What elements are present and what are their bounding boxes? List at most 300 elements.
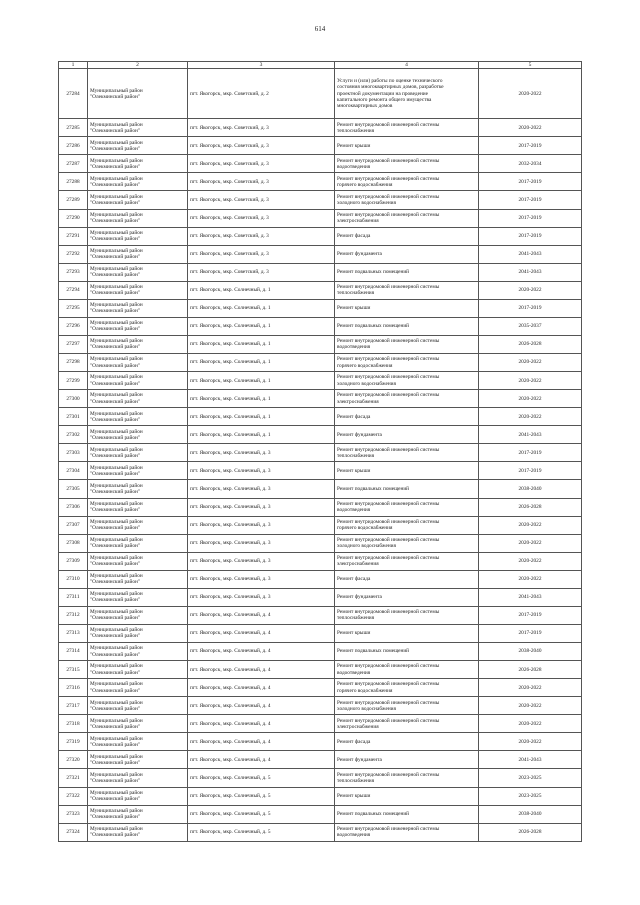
- table-row: [59, 570, 582, 588]
- cell-text-line: Ремонт подвальных помещений: [337, 323, 409, 330]
- table-row: [59, 245, 582, 263]
- municipality-cell: [88, 137, 188, 155]
- address-cell: пгт. Якогорск, мкр. Солнечный, д. 4: [188, 751, 335, 769]
- cell-text-line: Муниципальный район: [90, 302, 143, 309]
- cell-text-line: Муниципальный район: [90, 681, 143, 688]
- municipality-cell: [88, 715, 188, 733]
- municipality-cell: [88, 480, 188, 498]
- row-number-cell: 27296: [59, 317, 88, 335]
- municipality-cell: [88, 408, 188, 426]
- cell-text-line: Муниципальный район: [90, 518, 143, 525]
- address-cell: пгт. Якогорск, мкр. Солнечный, д. 5: [188, 805, 335, 823]
- municipality-cell: [88, 263, 188, 281]
- row-number-cell: 27316: [59, 679, 88, 697]
- municipality-cell: [88, 372, 188, 390]
- work-type-cell: [335, 823, 479, 841]
- row-number-cell: 27324: [59, 823, 88, 841]
- cell-text-line: электроснабжения: [337, 723, 379, 730]
- table-row: [59, 697, 582, 715]
- cell-text-line: "Олекминский район": [90, 796, 140, 803]
- table-row: [59, 661, 582, 679]
- municipality-cell: [88, 462, 188, 480]
- cell-text-line: Муниципальный район: [90, 555, 143, 562]
- cell-text-line: Ремонт фундамента: [337, 251, 382, 258]
- cell-text-line: Муниципальный район: [90, 482, 143, 489]
- cell-text-line: "Олекминский район": [90, 814, 140, 821]
- cell-text-line: Муниципальный район: [90, 807, 143, 814]
- municipality-cell: [88, 209, 188, 227]
- period-cell: 2020-2022: [479, 119, 582, 137]
- cell-text-line: "Олекминский район": [90, 597, 140, 604]
- cell-text-line: "Олекминский район": [90, 525, 140, 532]
- cell-text-line: Ремонт фундамента: [337, 756, 382, 763]
- cell-text-line: Ремонт фундамента: [337, 431, 382, 438]
- municipality-cell: [88, 69, 188, 119]
- municipality-cell: [88, 390, 188, 408]
- row-number-cell: 27321: [59, 769, 88, 787]
- cell-text-line: Муниципальный район: [90, 338, 143, 345]
- row-number-cell: 27285: [59, 119, 88, 137]
- municipality-cell: [88, 426, 188, 444]
- cell-text-line: "Олекминский район": [90, 777, 140, 784]
- cell-text-line: "Олекминский район": [90, 832, 140, 839]
- period-cell: 2038-2040: [479, 805, 582, 823]
- row-number-cell: 27290: [59, 209, 88, 227]
- cell-text-line: горячего водоснабжения: [337, 525, 393, 532]
- cell-text-line: Ремонт фасада: [337, 576, 371, 583]
- address-cell: пгт. Якогорск, мкр. Солнечный, д. 4: [188, 733, 335, 751]
- cell-text-line: "Олекминский район": [90, 723, 140, 730]
- cell-text-line: Ремонт внутридомовой инженерной системы: [337, 446, 440, 453]
- municipality-cell: [88, 624, 188, 642]
- address-cell: пгт. Якогорск, мкр. Солнечный, д. 4: [188, 643, 335, 661]
- municipality-cell: [88, 354, 188, 372]
- cell-text-line: теплоснабжения: [337, 127, 375, 134]
- period-cell: 2017-2019: [479, 462, 582, 480]
- cell-text-line: водоотведения: [337, 507, 371, 514]
- address-cell: пгт. Якогорск, мкр. Солнечный, д. 1: [188, 426, 335, 444]
- period-cell: 2038-2040: [479, 643, 582, 661]
- table-row: [59, 390, 582, 408]
- municipality-cell: [88, 299, 188, 317]
- cell-text-line: Ремонт подвальных помещений: [337, 648, 409, 655]
- municipality-cell: [88, 498, 188, 516]
- cell-text-line: Муниципальный район: [90, 536, 143, 543]
- cell-text-line: Ремонт крыши: [337, 630, 371, 637]
- capital-repair-table: [58, 61, 582, 842]
- address-cell: пгт. Якогорск, мкр. Солнечный, д. 5: [188, 769, 335, 787]
- table-row: [59, 643, 582, 661]
- row-number-cell: 27314: [59, 643, 88, 661]
- work-type-cell: [335, 480, 479, 498]
- period-cell: 2041-2043: [479, 263, 582, 281]
- work-type-cell: [335, 408, 479, 426]
- table-row: [59, 606, 582, 624]
- period-cell: 2020-2022: [479, 354, 582, 372]
- period-cell: 2020-2022: [479, 552, 582, 570]
- period-cell: 2023-2025: [479, 787, 582, 805]
- row-number-cell: 27299: [59, 372, 88, 390]
- cell-text-line: Муниципальный район: [90, 464, 143, 471]
- cell-text-line: Ремонт внутридомовой инженерной системы: [337, 356, 440, 363]
- row-number-cell: 27291: [59, 227, 88, 245]
- address-cell: пгт. Якогорск, мкр. Солнечный, д. 1: [188, 372, 335, 390]
- cell-text-line: Муниципальный район: [90, 229, 143, 236]
- work-type-cell: [335, 317, 479, 335]
- municipality-cell: [88, 173, 188, 191]
- cell-text-line: Ремонт внутридомовой инженерной системы: [337, 825, 440, 832]
- address-cell: пгт. Якогорск, мкр. Солнечный, д. 4: [188, 606, 335, 624]
- row-number-cell: 27318: [59, 715, 88, 733]
- cell-text-line: "Олекминский район": [90, 507, 140, 514]
- period-cell: 2017-2019: [479, 209, 582, 227]
- table-row: [59, 155, 582, 173]
- address-cell: пгт. Якогорск, мкр. Солнечный, д. 3: [188, 462, 335, 480]
- municipality-cell: [88, 588, 188, 606]
- cell-text-line: Муниципальный район: [90, 789, 143, 796]
- municipality-cell: [88, 119, 188, 137]
- cell-text-line: "Олекминский район": [90, 741, 140, 748]
- cell-text-line: Ремонт крыши: [337, 305, 371, 312]
- period-cell: 2041-2043: [479, 751, 582, 769]
- table-row: [59, 263, 582, 281]
- row-number-cell: 27292: [59, 245, 88, 263]
- period-cell: 2020-2022: [479, 372, 582, 390]
- row-number-cell: 27305: [59, 480, 88, 498]
- cell-text-line: Ремонт подвальных помещений: [337, 269, 409, 276]
- work-type-cell: [335, 462, 479, 480]
- cell-text-line: "Олекминский район": [90, 543, 140, 550]
- work-type-cell: [335, 498, 479, 516]
- row-number-cell: 27286: [59, 137, 88, 155]
- cell-text-line: Ремонт внутридомовой инженерной системы: [337, 555, 440, 562]
- municipality-cell: [88, 606, 188, 624]
- row-number-cell: 27311: [59, 588, 88, 606]
- work-type-cell: [335, 606, 479, 624]
- table-row: [59, 733, 582, 751]
- period-cell: 2026-2028: [479, 661, 582, 679]
- cell-text-line: "Олекминский район": [90, 199, 140, 206]
- cell-text-line: "Олекминский район": [90, 651, 140, 658]
- period-cell: 2017-2019: [479, 227, 582, 245]
- table-row: [59, 552, 582, 570]
- work-type-cell: [335, 354, 479, 372]
- cell-text-line: "Олекминский район": [90, 93, 140, 100]
- period-cell: 2017-2019: [479, 137, 582, 155]
- page-number: 614: [314, 25, 326, 33]
- cell-text-line: Муниципальный район: [90, 139, 143, 146]
- cell-text-line: "Олекминский район": [90, 669, 140, 676]
- row-number-cell: 27307: [59, 516, 88, 534]
- work-type-cell: [335, 263, 479, 281]
- period-cell: 2035-2037: [479, 317, 582, 335]
- period-cell: 2041-2043: [479, 245, 582, 263]
- work-type-cell: [335, 335, 479, 353]
- work-type-cell: [335, 751, 479, 769]
- cell-text-line: Ремонт внутридомовой инженерной системы: [337, 500, 440, 507]
- cell-text-line: Ремонт внутридомовой инженерной системы: [337, 663, 440, 670]
- cell-text-line: Ремонт внутридомовой инженерной системы: [337, 518, 440, 525]
- table-row: [59, 317, 582, 335]
- cell-text-line: Муниципальный район: [90, 591, 143, 598]
- cell-text-line: Ремонт фасада: [337, 738, 371, 745]
- row-number-cell: 27320: [59, 751, 88, 769]
- cell-text-line: холодного водоснабжения: [337, 380, 396, 387]
- address-cell: пгт. Якогорск, мкр. Солнечный, д. 3: [188, 444, 335, 462]
- period-cell: 2017-2019: [479, 299, 582, 317]
- work-type-cell: [335, 137, 479, 155]
- work-type-cell: [335, 697, 479, 715]
- municipality-cell: [88, 570, 188, 588]
- cell-text-line: Ремонт внутридомовой инженерной системы: [337, 121, 440, 128]
- cell-text-line: Муниципальный район: [90, 193, 143, 200]
- period-cell: 2017-2019: [479, 191, 582, 209]
- municipality-cell: [88, 769, 188, 787]
- table-row: [59, 516, 582, 534]
- column-header: 2: [88, 62, 188, 69]
- cell-text-line: Ремонт внутридомовой инженерной системы: [337, 338, 440, 345]
- row-number-cell: 27315: [59, 661, 88, 679]
- cell-text-line: Ремонт внутридомовой инженерной системы: [337, 193, 440, 200]
- address-cell: пгт. Якогорск, мкр. Солнечный, д. 5: [188, 823, 335, 841]
- address-cell: пгт. Якогорск, мкр. Советский, д. 2: [188, 69, 335, 119]
- cell-text-line: Ремонт внутридомовой инженерной системы: [337, 609, 440, 616]
- table-row: [59, 534, 582, 552]
- work-type-cell: [335, 69, 479, 119]
- cell-text-line: Муниципальный район: [90, 157, 143, 164]
- address-cell: пгт. Якогорск, мкр. Солнечный, д. 3: [188, 570, 335, 588]
- address-cell: пгт. Якогорск, мкр. Солнечный, д. 4: [188, 624, 335, 642]
- cell-text-line: Муниципальный район: [90, 699, 143, 706]
- row-number-cell: 27308: [59, 534, 88, 552]
- address-cell: пгт. Якогорск, мкр. Солнечный, д. 4: [188, 679, 335, 697]
- address-cell: пгт. Якогорск, мкр. Солнечный, д. 1: [188, 408, 335, 426]
- address-cell: пгт. Якогорск, мкр. Солнечный, д. 4: [188, 661, 335, 679]
- municipality-cell: [88, 697, 188, 715]
- cell-text-line: Муниципальный район: [90, 645, 143, 652]
- row-number-cell: 27317: [59, 697, 88, 715]
- work-type-cell: [335, 245, 479, 263]
- address-cell: пгт. Якогорск, мкр. Советский, д. 3: [188, 119, 335, 137]
- cell-text-line: "Олекминский район": [90, 380, 140, 387]
- cell-text-line: Муниципальный район: [90, 428, 143, 435]
- cell-text-line: Муниципальный район: [90, 266, 143, 273]
- table-row: [59, 624, 582, 642]
- table-row: [59, 173, 582, 191]
- work-type-cell: [335, 444, 479, 462]
- work-type-cell: [335, 281, 479, 299]
- work-type-cell: [335, 534, 479, 552]
- address-cell: пгт. Якогорск, мкр. Советский, д. 3: [188, 263, 335, 281]
- address-cell: пгт. Якогорск, мкр. Советский, д. 3: [188, 245, 335, 263]
- work-type-cell: [335, 787, 479, 805]
- row-number-cell: 27312: [59, 606, 88, 624]
- row-number-cell: 27300: [59, 390, 88, 408]
- cell-text-line: "Олекминский район": [90, 488, 140, 495]
- period-cell: 2026-2028: [479, 823, 582, 841]
- address-cell: пгт. Якогорск, мкр. Солнечный, д. 3: [188, 588, 335, 606]
- address-cell: пгт. Якогорск, мкр. Солнечный, д. 4: [188, 715, 335, 733]
- work-type-cell: [335, 661, 479, 679]
- table-row: [59, 715, 582, 733]
- municipality-cell: [88, 516, 188, 534]
- table-row: [59, 299, 582, 317]
- table-body: [59, 69, 582, 842]
- table-row: [59, 426, 582, 444]
- address-cell: пгт. Якогорск, мкр. Солнечный, д. 1: [188, 299, 335, 317]
- cell-text-line: "Олекминский район": [90, 434, 140, 441]
- cell-text-line: Ремонт фасада: [337, 233, 371, 239]
- row-number-cell: 27302: [59, 426, 88, 444]
- row-number-cell: 27289: [59, 191, 88, 209]
- cell-text-line: Ремонт крыши: [337, 467, 371, 474]
- work-type-cell: [335, 119, 479, 137]
- municipality-cell: [88, 227, 188, 245]
- work-type-cell: [335, 209, 479, 227]
- cell-text-line: Ремонт крыши: [337, 142, 371, 149]
- work-type-cell: [335, 733, 479, 751]
- cell-text-line: "Олекминский район": [90, 561, 140, 568]
- address-cell: пгт. Якогорск, мкр. Солнечный, д. 1: [188, 354, 335, 372]
- cell-text-line: водоотведения: [337, 832, 371, 839]
- work-type-cell: [335, 570, 479, 588]
- address-cell: пгт. Якогорск, мкр. Советский, д. 3: [188, 173, 335, 191]
- period-cell: 2020-2022: [479, 733, 582, 751]
- row-number-cell: 27306: [59, 498, 88, 516]
- table-row: [59, 588, 582, 606]
- cell-text-line: Муниципальный район: [90, 211, 143, 218]
- row-number-cell: 27297: [59, 335, 88, 353]
- work-type-cell: [335, 715, 479, 733]
- address-cell: пгт. Якогорск, мкр. Советский, д. 3: [188, 137, 335, 155]
- work-type-cell: [335, 769, 479, 787]
- table-row: [59, 119, 582, 137]
- cell-text-line: Муниципальный район: [90, 175, 143, 182]
- period-cell: 2020-2022: [479, 697, 582, 715]
- cell-text-line: "Олекминский район": [90, 163, 140, 170]
- cell-text-line: Муниципальный район: [90, 573, 143, 580]
- work-type-cell: [335, 191, 479, 209]
- cell-text-line: Услуги и (или) работы по оценке технического: [337, 78, 443, 85]
- table-row: [59, 462, 582, 480]
- cell-text-line: "Олекминский район": [90, 326, 140, 333]
- cell-text-line: горячего водоснабжения: [337, 687, 393, 694]
- address-cell: пгт. Якогорск, мкр. Солнечный, д. 3: [188, 516, 335, 534]
- table-row: [59, 227, 582, 245]
- table-row: [59, 354, 582, 372]
- period-cell: 2020-2022: [479, 715, 582, 733]
- cell-text-line: Ремонт подвальных помещений: [337, 485, 409, 492]
- row-number-cell: 27310: [59, 570, 88, 588]
- cell-text-line: "Олекминский район": [90, 145, 140, 152]
- cell-text-line: "Олекминский район": [90, 579, 140, 586]
- work-type-cell: [335, 552, 479, 570]
- cell-text-line: "Олекминский район": [90, 615, 140, 622]
- table-row: [59, 444, 582, 462]
- cell-text-line: "Олекминский район": [90, 218, 140, 225]
- period-cell: 2020-2022: [479, 679, 582, 697]
- cell-text-line: Муниципальный район: [90, 247, 143, 254]
- cell-text-line: Муниципальный район: [90, 717, 143, 724]
- municipality-cell: [88, 751, 188, 769]
- cell-text-line: электроснабжения: [337, 398, 379, 405]
- cell-text-line: Муниципальный район: [90, 735, 143, 742]
- municipality-cell: [88, 805, 188, 823]
- cell-text-line: Муниципальный район: [90, 500, 143, 507]
- period-cell: 2020-2022: [479, 281, 582, 299]
- row-number-cell: 27323: [59, 805, 88, 823]
- cell-text-line: "Олекминский район": [90, 705, 140, 712]
- address-cell: пгт. Якогорск, мкр. Солнечный, д. 1: [188, 317, 335, 335]
- row-number-cell: 27298: [59, 354, 88, 372]
- cell-text-line: электроснабжения: [337, 561, 379, 568]
- table-row: [59, 69, 582, 119]
- cell-text-line: Муниципальный район: [90, 609, 143, 616]
- work-type-cell: [335, 173, 479, 191]
- table-row: [59, 787, 582, 805]
- cell-text-line: "Олекминский район": [90, 759, 140, 766]
- cell-text-line: Муниципальный район: [90, 87, 143, 94]
- cell-text-line: капитального ремонта общего имущества: [337, 96, 432, 103]
- address-cell: пгт. Якогорск, мкр. Солнечный, д. 1: [188, 335, 335, 353]
- address-cell: пгт. Якогорск, мкр. Солнечный, д. 3: [188, 498, 335, 516]
- period-cell: 2020-2022: [479, 516, 582, 534]
- table-row: [59, 191, 582, 209]
- row-number-cell: 27303: [59, 444, 88, 462]
- cell-text-line: Ремонт внутридомовой инженерной системы: [337, 284, 440, 291]
- work-type-cell: [335, 643, 479, 661]
- cell-text-line: Ремонт фундамента: [337, 594, 382, 601]
- cell-text-line: теплоснабжения: [337, 452, 375, 459]
- row-number-cell: 27287: [59, 155, 88, 173]
- cell-text-line: теплоснабжения: [337, 615, 375, 622]
- cell-text-line: Муниципальный район: [90, 825, 143, 832]
- address-cell: пгт. Якогорск, мкр. Солнечный, д. 3: [188, 534, 335, 552]
- municipality-cell: [88, 661, 188, 679]
- period-cell: 2020-2022: [479, 390, 582, 408]
- cell-text-line: Ремонт внутридомовой инженерной системы: [337, 157, 440, 164]
- row-number-cell: 27295: [59, 299, 88, 317]
- cell-text-line: "Олекминский район": [90, 181, 140, 188]
- cell-text-line: холодного водоснабжения: [337, 705, 396, 712]
- period-cell: 2020-2022: [479, 570, 582, 588]
- table-row: [59, 480, 582, 498]
- column-header: 4: [335, 62, 479, 69]
- municipality-cell: [88, 823, 188, 841]
- period-cell: 2038-2040: [479, 480, 582, 498]
- cell-text-line: "Олекминский район": [90, 470, 140, 477]
- work-type-cell: [335, 155, 479, 173]
- address-cell: пгт. Якогорск, мкр. Советский, д. 3: [188, 191, 335, 209]
- table-row: [59, 209, 582, 227]
- address-cell: пгт. Якогорск, мкр. Советский, д. 3: [188, 227, 335, 245]
- table-row: [59, 335, 582, 353]
- period-cell: 2041-2043: [479, 588, 582, 606]
- cell-text-line: "Олекминский район": [90, 308, 140, 315]
- municipality-cell: [88, 643, 188, 661]
- cell-text-line: "Олекминский район": [90, 398, 140, 405]
- table-row: [59, 823, 582, 841]
- cell-text-line: Муниципальный район: [90, 284, 143, 291]
- municipality-cell: [88, 191, 188, 209]
- cell-text-line: "Олекминский район": [90, 344, 140, 351]
- municipality-cell: [88, 317, 188, 335]
- cell-text-line: Ремонт внутридомовой инженерной системы: [337, 211, 440, 218]
- cell-text-line: "Олекминский район": [90, 362, 140, 369]
- period-cell: 2017-2019: [479, 444, 582, 462]
- cell-text-line: "Олекминский район": [90, 236, 140, 243]
- work-type-cell: [335, 227, 479, 245]
